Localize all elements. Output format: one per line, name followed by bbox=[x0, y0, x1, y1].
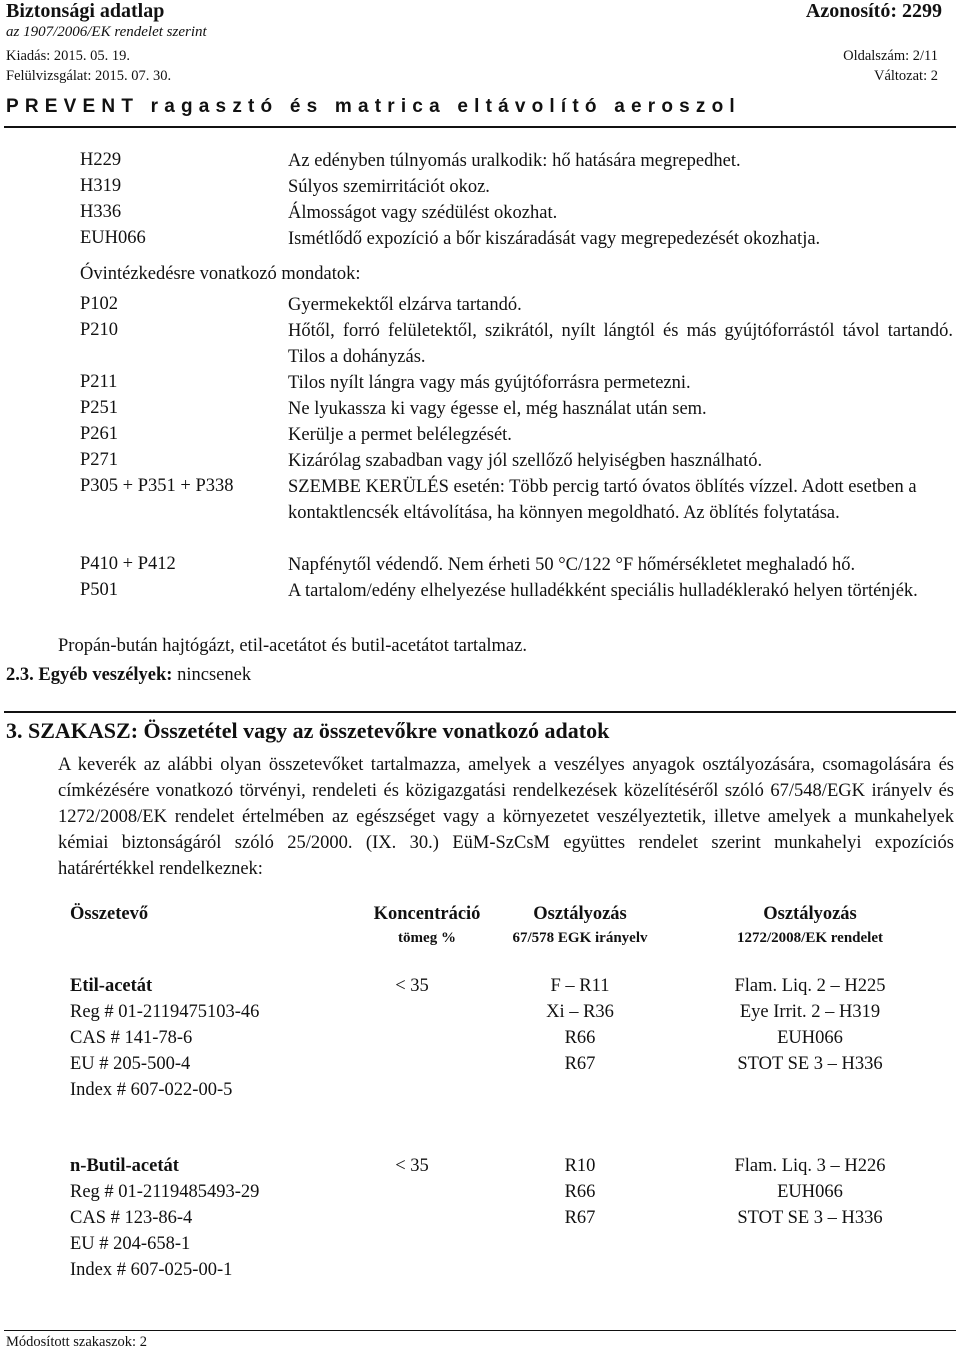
precaution-text: Hőtől, forró felületektől, szikrától, nyílt lángtól és más gyújtóforrástól távol tartandó. Tilos a dohányzás. bbox=[288, 321, 953, 367]
hazard-text: Álmosságot vagy szédülést okozhat. bbox=[288, 203, 558, 223]
precaution-text: Kerülje a permet belélegzését. bbox=[288, 425, 512, 445]
component-id: EU # 205-500-4 bbox=[70, 1054, 191, 1074]
component-concentration: < 35 bbox=[395, 976, 429, 996]
hazard-text: Súlyos szemirritációt okoz. bbox=[288, 177, 490, 197]
clp-classification: EUH066 bbox=[777, 1028, 843, 1048]
hazard-text: Az edényben túlnyomás uralkodik: hő hatására megrepedhet. bbox=[288, 151, 741, 171]
hazard-code: H336 bbox=[80, 202, 122, 222]
clp-classification: EUH066 bbox=[777, 1182, 843, 1202]
precaution-text: A tartalom/edény elhelyezése hulladékként speciális hulladéklerakó helyen történjék. bbox=[288, 581, 918, 601]
dsd-classification: R10 bbox=[564, 1156, 596, 1176]
section-3-title: 3. SZAKASZ: Összetétel vagy az összetevőkre vonatkozó adatok bbox=[6, 718, 610, 743]
precaution-code: P211 bbox=[80, 372, 118, 392]
document-identifier: Azonosító: 2299 bbox=[805, 0, 942, 22]
other-hazards-label: 2.3. Egyéb veszélyek: bbox=[6, 665, 173, 685]
component-id: Index # 607-022-00-5 bbox=[70, 1080, 233, 1100]
col-component-header: Összetevő bbox=[70, 904, 149, 924]
precaution-code: P210 bbox=[80, 320, 119, 340]
hazard-text: Ismétlődő expozíció a bőr kiszáradását vagy megrepedezését okozhatja. bbox=[288, 229, 821, 249]
component-id: Reg # 01-2119485493-29 bbox=[70, 1182, 260, 1202]
product-name: PREVENT ragasztó és matrica eltávolító aeroszol bbox=[6, 96, 741, 117]
clp-classification: Flam. Liq. 3 – H226 bbox=[734, 1156, 886, 1176]
regulation-reference: az 1907/2006/EK rendelet szerint bbox=[6, 24, 207, 40]
other-hazards-value: nincsenek bbox=[172, 665, 252, 685]
contains-note: Propán-bután hajtógázt, etil-acetátot és butil-acetátot tartalmaz. bbox=[58, 636, 527, 656]
dsd-classification: R66 bbox=[564, 1182, 596, 1202]
precaution-text: SZEMBE KERÜLÉS esetén: Több percig tartó óvatos öblítés vízzel. Adott esetben a kontaktlencsék eltávolítása, ha könnyen megoldható. Az öblítés folytatása. bbox=[288, 477, 917, 523]
page-number: Oldalszám: 2/11 bbox=[843, 48, 938, 64]
col-class1-header: Osztályozás bbox=[533, 904, 627, 924]
issue-date: Kiadás: 2015. 05. 19. bbox=[6, 48, 131, 64]
revision-date: Felülvizsgálat: 2015. 07. 30. bbox=[6, 68, 172, 84]
clp-classification: STOT SE 3 – H336 bbox=[737, 1208, 883, 1228]
precaution-text: Tilos nyílt lángra vagy más gyújtóforrásra permetezni. bbox=[288, 373, 691, 393]
col-class2-header: Osztályozás bbox=[763, 904, 857, 924]
dsd-classification: Xi – R36 bbox=[546, 1002, 614, 1022]
dsd-classification: R66 bbox=[564, 1028, 596, 1048]
precaution-code: P271 bbox=[80, 450, 119, 470]
precaution-code: P501 bbox=[80, 580, 119, 600]
document-title: Biztonsági adatlap bbox=[6, 0, 165, 22]
precaution-code: P261 bbox=[80, 424, 119, 444]
section-3-intro: A keverék az alábbi olyan összetevőket tartalmazza, amelyek a veszélyes anyagok osztályozására, csomagolására és címkézésére vonatkozó törvényi, rendeleti és közigazgatási rendelkezések közelítéséről szóló 67/548/EGK irányelv és 1272/2008/EK rendelet értelmében az egészséget vagy a környezetet veszélyeztetik, illetve amelyek a munkahelyek kémiai biztonságáról szóló 25/2000. (IX. 30.) EüM-SzCsM együttes rendelet szerint munkahelyi expozíciós határértékkel rendelkeznek: bbox=[58, 755, 954, 879]
col-class1-sub: 67/578 EGK irányelv bbox=[512, 930, 648, 946]
hazard-code: H319 bbox=[80, 176, 122, 196]
component-id: EU # 204-658-1 bbox=[70, 1234, 191, 1254]
header-divider bbox=[4, 126, 956, 128]
precaution-code: P102 bbox=[80, 294, 119, 314]
col-class2-sub: 1272/2008/EK rendelet bbox=[737, 930, 883, 946]
precaution-code: P410 + P412 bbox=[80, 554, 176, 574]
version-number: Változat: 2 bbox=[873, 68, 938, 84]
precaution-code: P251 bbox=[80, 398, 119, 418]
precaution-text: Gyermekektől elzárva tartandó. bbox=[288, 295, 522, 315]
precaution-heading: Óvintézkedésre vonatkozó mondatok: bbox=[80, 264, 361, 284]
component-id: Index # 607-025-00-1 bbox=[70, 1260, 233, 1280]
clp-classification: Flam. Liq. 2 – H225 bbox=[734, 976, 886, 996]
col-concentration-header: Koncentráció bbox=[373, 904, 481, 924]
section-divider bbox=[4, 711, 956, 713]
precaution-text: Ne lyukassza ki vagy égesse el, még használat után sem. bbox=[288, 399, 707, 419]
modified-sections: Módosított szakaszok: 2 bbox=[6, 1334, 147, 1350]
precaution-text: Kizárólag szabadban vagy jól szellőző helyiségben használható. bbox=[288, 451, 763, 471]
precaution-code: P305 + P351 + P338 bbox=[80, 476, 234, 496]
col-concentration-sub: tömeg % bbox=[398, 930, 456, 946]
dsd-classification: R67 bbox=[564, 1208, 596, 1228]
component-concentration: < 35 bbox=[395, 1156, 429, 1176]
component-id: CAS # 141-78-6 bbox=[70, 1028, 193, 1048]
component-id: CAS # 123-86-4 bbox=[70, 1208, 193, 1228]
component-name: n-Butil-acetát bbox=[70, 1156, 179, 1176]
clp-classification: STOT SE 3 – H336 bbox=[737, 1054, 883, 1074]
precaution-text: Napfénytől védendő. Nem érheti 50 °C/122 °F hőmérsékletet meghaladó hő. bbox=[288, 555, 856, 575]
component-id: Reg # 01-2119475103-46 bbox=[70, 1002, 260, 1022]
other-hazards bbox=[6, 662, 251, 688]
dsd-classification: F – R11 bbox=[550, 976, 610, 996]
clp-classification: Eye Irrit. 2 – H319 bbox=[739, 1002, 881, 1022]
hazard-code: H229 bbox=[80, 150, 122, 170]
hazard-code: EUH066 bbox=[80, 228, 146, 248]
dsd-classification: R67 bbox=[564, 1054, 596, 1074]
footer-divider bbox=[4, 1330, 956, 1331]
component-name: Etil-acetát bbox=[70, 976, 153, 996]
